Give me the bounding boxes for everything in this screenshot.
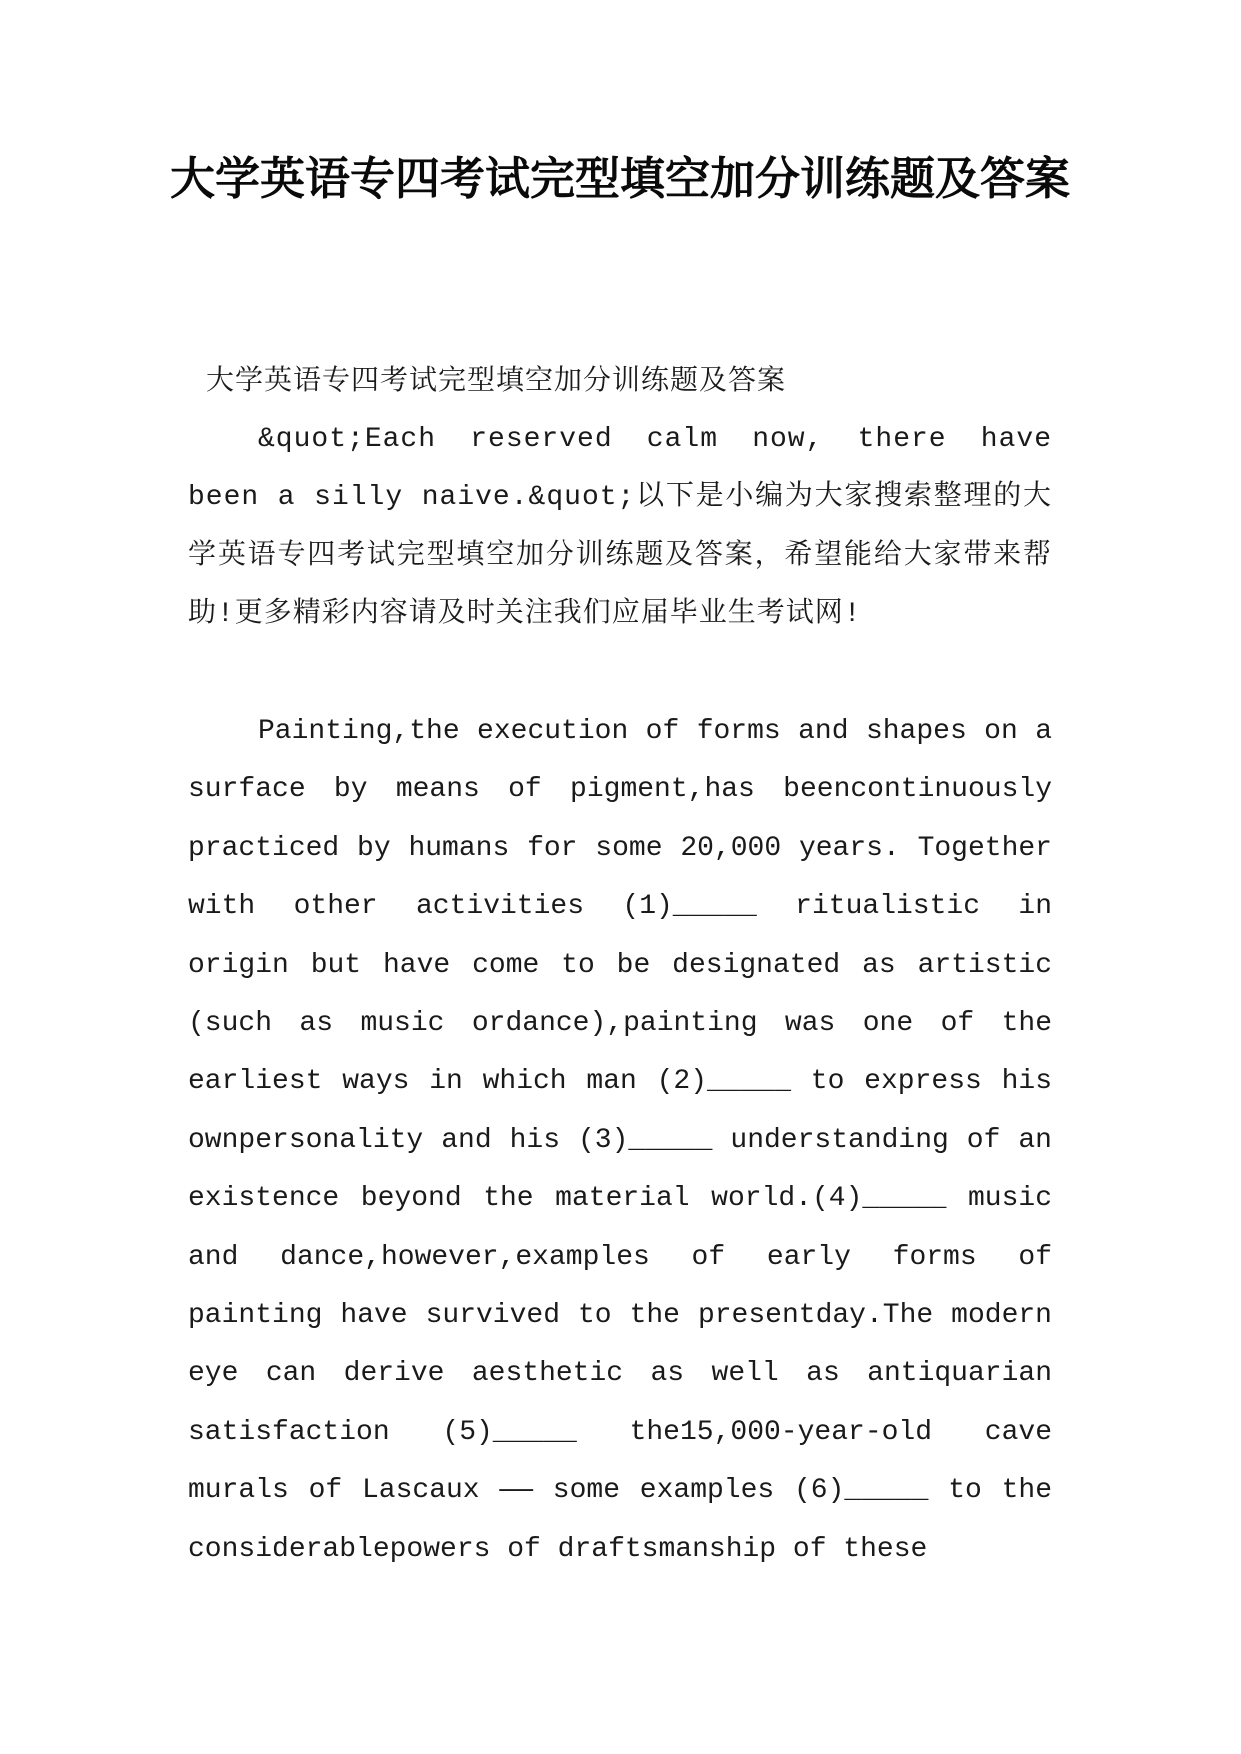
intro-paragraph: &quot;Each reserved calm now, there have been a silly naive.&quot;以下是小编为大家搜索整理的大学英语专四考试完型填空加分训练题及答案，希望能给大家带来帮助!更多精彩内容请及时关注我们应届毕业生考试网! (188, 424, 1052, 631)
document-title: 大学英语专四考试完型填空加分训练题及答案 (169, 152, 1070, 205)
cloze-passage-paragraph: Painting,the execution of forms and shapes on a surface by means of pigment,has beencontinuously practiced by humans for some 20,000 years. Together with other activities (1)_____ ritualistic in origin but have come to be designated as artistic (such as music ordance),painting was one of the earliest ways in which man (2)_____ to express his ownpersonality and his (3)_____ understanding of an existence beyond the material world.(4)_____ music and dance,however,examples of early forms of painting have survived to the presentday.The modern eye can derive aesthetic as well as antiquarian satisfaction (5)_____ the15,000-year-old cave murals of Lascaux —— some examples (6)_____ to the considerablepowers of draftsmanship of these (188, 716, 1052, 1565)
document-subtitle: 大学英语专四考试完型填空加分训练题及答案 (206, 363, 787, 396)
